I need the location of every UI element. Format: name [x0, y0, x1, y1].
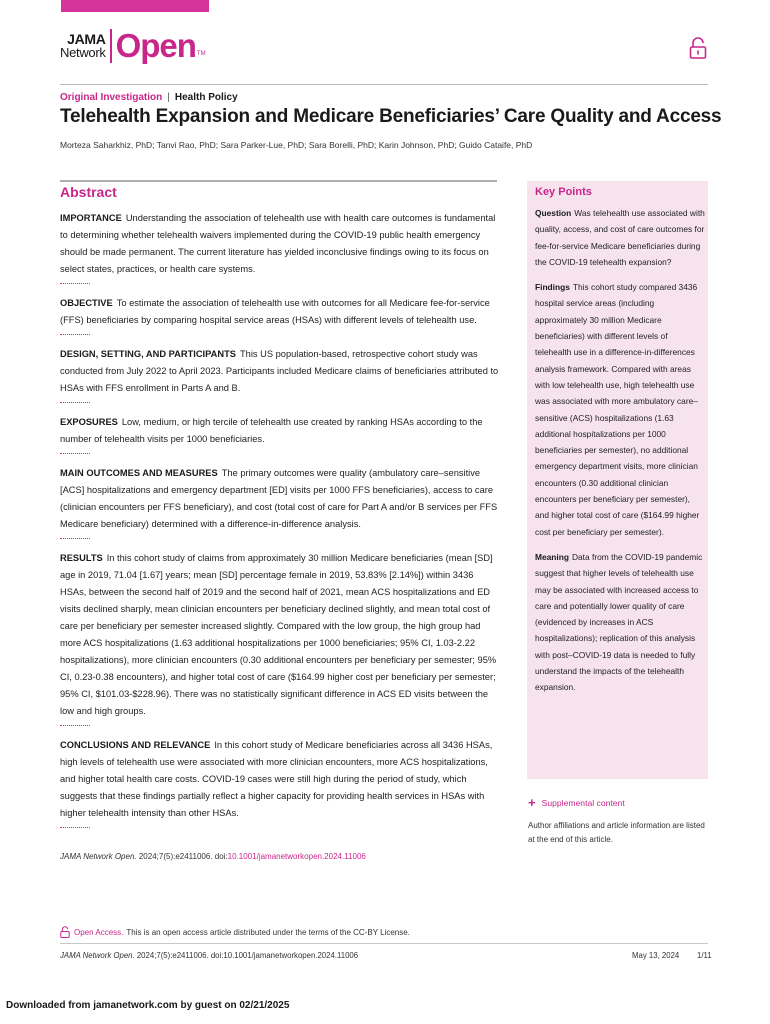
header-divider	[60, 84, 708, 85]
doi-link[interactable]: 10.1001/jamanetworkopen.2024.11006	[227, 852, 366, 861]
section-divider	[60, 402, 90, 403]
article-citation	[60, 852, 366, 861]
section-divider	[60, 283, 90, 284]
open-access-notice	[60, 926, 410, 938]
download-notice: Downloaded from jamanetwork.com by guest on 02/21/2025	[6, 1000, 290, 1011]
section-text: This US population-based, retrospective cohort study was conducted from July 2022 to April 2023. Participants included Medicare claims of beneficiaries attributed to HSAs with FFS enrollment in Parts A and B.	[60, 349, 499, 393]
section-text: In this cohort study of Medicare beneficiaries across all 3436 HSAs, high levels of telehealth use were associated with more clinician encounters, more ACS hospitalizations, and higher total health care costs. COVID-19 cases were still high during the period of study, which suggests that these findings partially reflect a higher capacity for providing health services in HSAs with higher telehealth intensity than other HSAs.	[60, 740, 493, 818]
abstract-section-design	[60, 346, 500, 397]
abstract-heading: Abstract	[60, 184, 117, 200]
logo-jama-text: JAMA	[67, 31, 106, 47]
article-type-line	[60, 92, 238, 103]
key-point-findings	[535, 279, 705, 540]
abstract-body	[60, 210, 500, 839]
section-heading: IMPORTANCE	[60, 213, 122, 223]
section-text: To estimate the association of telehealth use with outcomes for all Medicare fee-for-service (FFS) beneficiaries by comparing hospital service areas (HSAs) with different levels of telehealth use.	[60, 298, 490, 325]
footer-journal: JAMA Network Open.	[60, 951, 135, 960]
key-point-text: Data from the COVID-19 pandemic suggest that higher levels of telehealth use may be associated with increased access to care and potentially lower quality of care (evidenced by increases in ACS hospitalizations); replication of this analysis with post–COVID-19 data is needed to fully understand the impacts of the telehealth expansion.	[535, 551, 703, 693]
logo-trademark: TM	[196, 51, 206, 57]
logo-wordmark	[60, 32, 106, 60]
key-point-heading: Findings	[535, 282, 570, 293]
key-point-heading: Meaning	[535, 551, 569, 562]
section-heading: CONCLUSIONS AND RELEVANCE	[60, 740, 211, 750]
article-type-separator: |	[167, 92, 170, 103]
key-point-question	[535, 205, 705, 270]
plus-icon: +	[528, 795, 536, 810]
article-category: Health Policy	[174, 92, 238, 103]
open-lock-icon	[60, 926, 70, 938]
key-point-text: This cohort study compared 3436 hospital service areas (including approximately 30 million Medicare beneficiaries) with different levels of telehealth use in a difference-in-differences analysis framework. Compared with areas with low telehealth use, high telehealth use was associated with more ambulatory care–sensitive (ACS) hospitalizations (1.63 additional hospitalizations per 1000 beneficiaries per semester), no additional emergency department visits, more clinician encounters (0.30 additional clinician encounters per beneficiary per semester), and higher total cost of care ($164.99 higher cost per beneficiary per semester).	[535, 282, 700, 537]
section-text: The primary outcomes were quality (ambulatory care–sensitive [ACS] hospitalizations and emergency department [ED] visits per 1000 FFS beneficiaries), access to care (clinician encounters per FFS beneficiary), and cost (total cost of care for Part A and/or B services per FFS Medicare beneficiary) determined with a difference-in-difference analysis.	[60, 468, 498, 529]
supplemental-label: Supplemental content	[541, 798, 625, 808]
abstract-section-conclusions	[60, 737, 500, 822]
section-text: Low, medium, or high tercile of telehealth use created by ranking HSAs according to the number of telehealth visits per 1000 beneficiaries.	[60, 417, 483, 444]
citation-journal: JAMA Network Open.	[60, 852, 137, 861]
open-lock-icon	[689, 37, 707, 59]
section-heading: MAIN OUTCOMES AND MEASURES	[60, 468, 218, 478]
section-text: Understanding the association of telehealth use with health care outcomes is fundamental to determining whether telehealth waivers implemented during the COVID-19 public health emergency should be made permanent. The current literature has yielded inconclusive findings owing to its focus on select states, practices, or health care systems.	[60, 213, 496, 274]
section-divider	[60, 334, 90, 335]
page-number: 1/11	[697, 951, 712, 960]
open-access-text: This is an open access article distributed under the terms of the CC-BY License.	[126, 927, 410, 937]
key-point-heading: Question	[535, 208, 572, 218]
key-points-heading: Key Points	[535, 186, 592, 198]
logo-network-text: Network	[60, 45, 106, 60]
section-divider	[60, 453, 90, 454]
section-heading: OBJECTIVE	[60, 298, 113, 308]
section-divider	[60, 538, 90, 539]
footer-citation	[60, 951, 358, 960]
citation-ref: 2024;7(5):e2411006. doi:	[138, 852, 228, 861]
affiliations-note: Author affiliations and article information are listed at the end of this article.	[528, 821, 705, 844]
open-access-label[interactable]: Open Access.	[74, 927, 124, 937]
section-text: In this cohort study of claims from approximately 30 million Medicare beneficiaries (mean [SD] age in 2019, 71.04 [1.67] years; mean [SD] percentage female in 2019, 53.83% [2.14%]) within 3436 HSAs, between the second half of 2019 and the second half of 2021, mean ACS hospitalizations and ED visits declined sharply, mean clinician encounters per beneficiary declined slightly, and mean total cost of care per beneficiary per semester increased slightly. Compared with the low group, the high group had more ACS hospitalizations (1.63 additional hospitalizations per 1000 beneficiaries; 95% CI, 1.03-2.22 hospitalizations), more clinician encounters (0.30 additional encounters per beneficiary per semester; 95% CI, 0.23-0.38 encounters), and higher total cost of care ($164.99 higher cost per beneficiary per semester; 95% CI, $101.03-$228.96). There was no statistically significant difference in ACS ED visits between the low and high groups.	[60, 553, 497, 716]
footer-divider	[60, 943, 708, 944]
footer-ref: 2024;7(5):e2411006. doi:10.1001/jamanetworkopen.2024.11006	[136, 951, 359, 960]
key-point-meaning	[535, 549, 705, 696]
article-type[interactable]: Original Investigation	[60, 92, 163, 103]
logo-open-text: Open	[115, 27, 196, 64]
section-heading: RESULTS	[60, 553, 103, 563]
article-title: Telehealth Expansion and Medicare Beneficiaries’ Care Quality and Access	[60, 106, 722, 127]
supplemental-content-link[interactable]	[528, 795, 625, 810]
journal-logo[interactable]	[60, 29, 206, 63]
section-divider	[60, 827, 90, 828]
section-heading: DESIGN, SETTING, AND PARTICIPANTS	[60, 349, 236, 359]
key-point-text: Was telehealth use associated with quality, access, and cost of care outcomes for fee-for-service Medicare beneficiaries during the COVID-19 telehealth expansion?	[535, 208, 705, 267]
logo-divider	[110, 29, 112, 63]
key-points-list	[535, 205, 705, 705]
abstract-divider	[60, 180, 497, 182]
publication-date: May 13, 2024	[632, 951, 680, 960]
abstract-section-results	[60, 550, 500, 720]
brand-color-bar	[61, 0, 209, 12]
section-divider	[60, 725, 90, 726]
abstract-section-objective	[60, 295, 500, 329]
abstract-section-importance	[60, 210, 500, 278]
abstract-section-exposures	[60, 414, 500, 448]
abstract-section-outcomes	[60, 465, 500, 533]
section-heading: EXPOSURES	[60, 417, 118, 427]
author-list: Morteza Saharkhiz, PhD; Tanvi Rao, PhD; Sara Parker-Lue, PhD; Sara Borelli, PhD; Karin Johnson, PhD; Guido Cataife, PhD	[60, 140, 533, 150]
